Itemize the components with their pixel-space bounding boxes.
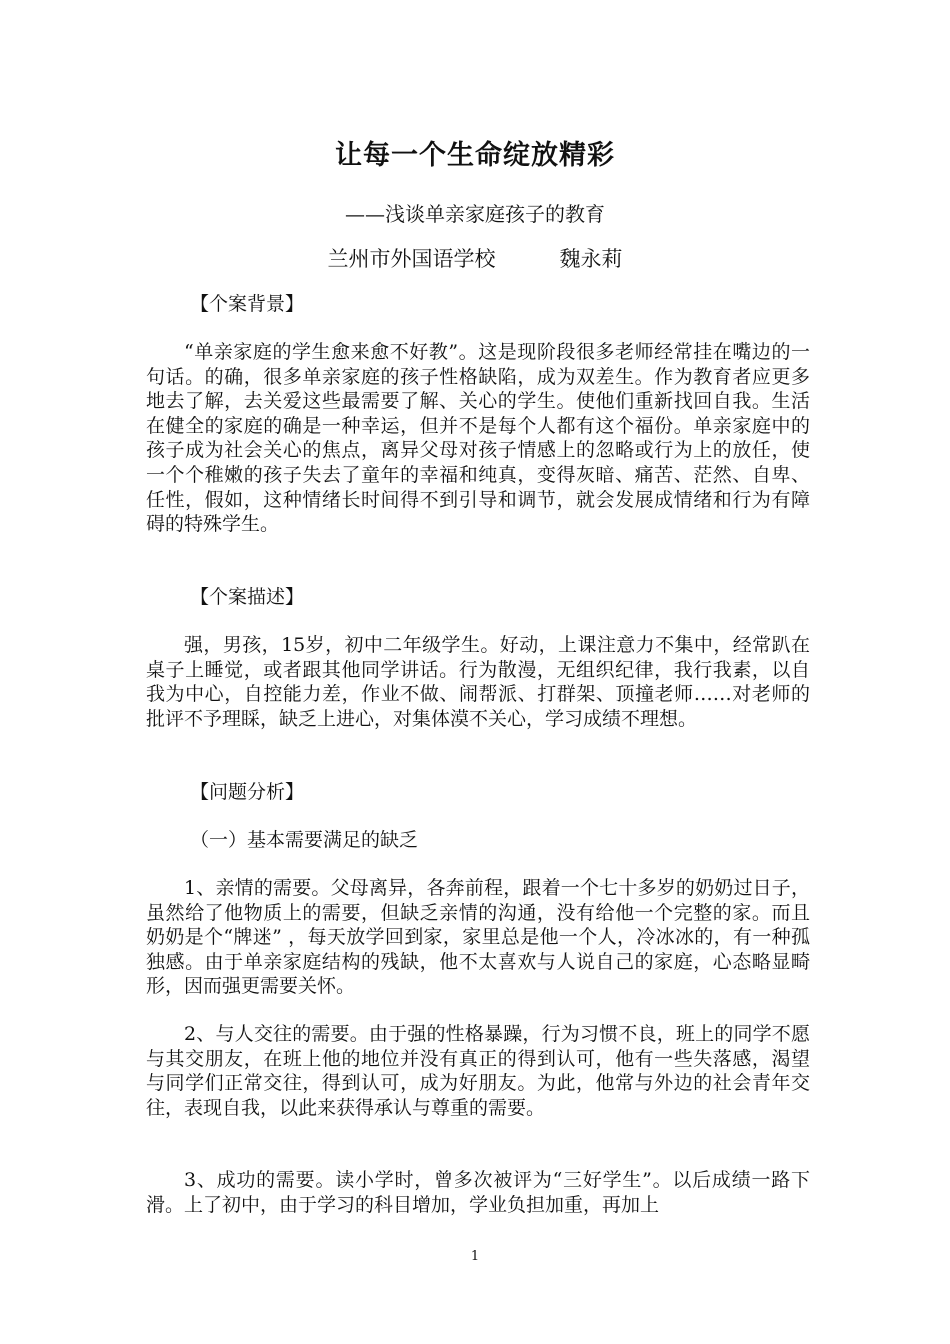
document-subtitle: ——浅谈单亲家庭孩子的教育 — [345, 202, 605, 226]
paragraph-description: 强，男孩，15岁，初中二年级学生。好动，上课注意力不集中，经常趴在桌子上睡觉，或者跟其他同学讲话。行为散漫，无组织纪律，我行我素，以自我为中心，自控能力差，作业不做、闹帮派、打群架、顶撞老师……对老师的批评不予理睬，缺乏上进心，对集体漠不关心，学习成绩不理想。 — [146, 634, 810, 730]
heading-background: 【个案背景】 — [190, 293, 305, 315]
paragraph-point2: 2、与人交往的需要。由于强的性格暴躁，行为习惯不良，班上的同学不愿与其交朋友，在班上他的地位并没有真正的得到认可，他有一些失落感，渴望与同学们正常交往，得到认可，成为好朋友。为此，他常与外边的社会青年交往，表现自我，以此来获得承认与尊重的需要。 — [146, 1023, 810, 1119]
point3-section — [146, 1168, 810, 1217]
author-school: 兰州市外国语学校 — [327, 247, 496, 271]
heading-description: 【个案描述】 — [190, 586, 305, 608]
paragraph-point3: 3、成功的需要。读小学时，曾多次被评为“三好学生”。以后成绩一路下滑。上了初中，由于学习的科目增加，学业负担加重，再加上 — [146, 1169, 810, 1216]
background-section — [146, 340, 810, 537]
description-section — [146, 633, 810, 731]
page-number: 1 — [470, 1249, 480, 1264]
point2-section — [146, 1022, 810, 1120]
document-title: 让每一个生命绽放精彩 — [335, 140, 615, 171]
point1-section — [146, 876, 810, 999]
author-name: 魏永莉 — [559, 247, 623, 271]
subheading-basic-needs: （一）基本需要满足的缺乏 — [190, 829, 419, 851]
paragraph-background: “单亲家庭的学生愈来愈不好教”。这是现阶段很多老师经常挂在嘴边的一句话。的确，很多单亲家庭的孩子性格缺陷，成为双差生。作为教育者应更多地去了解，去关爱这些最需要了解、关心的学生。使他们重新找回自我。生活在健全的家庭的确是一种幸运，但并不是每个人都有这个福份。单亲家庭中的孩子成为社会关心的焦点，离异父母对孩子情感上的忽略或行为上的放任，使一个个稚嫩的孩子失去了童年的幸福和纯真，变得灰暗、痛苦、茫然、自卑、任性，假如，这种情绪长时间得不到引导和调节，就会发展成情绪和行为有障碍的特殊学生。 — [146, 341, 810, 536]
author-line — [0, 243, 950, 273]
paragraph-point1: 1、亲情的需要。父母离异，各奔前程，跟着一个七十多岁的奶奶过日子，虽然给了他物质上的需要，但缺乏亲情的沟通，没有给他一个完整的家。而且奶奶是个“牌迷” ，每天放学回到家，家里总是他一个人，冷冰冰的，有一种孤独感。由于单亲家庭结构的残缺，他不太喜欢与人说自己的家庭，心态略显畸形，因而强更需要关怀。 — [146, 877, 810, 998]
heading-analysis: 【问题分析】 — [190, 781, 305, 803]
